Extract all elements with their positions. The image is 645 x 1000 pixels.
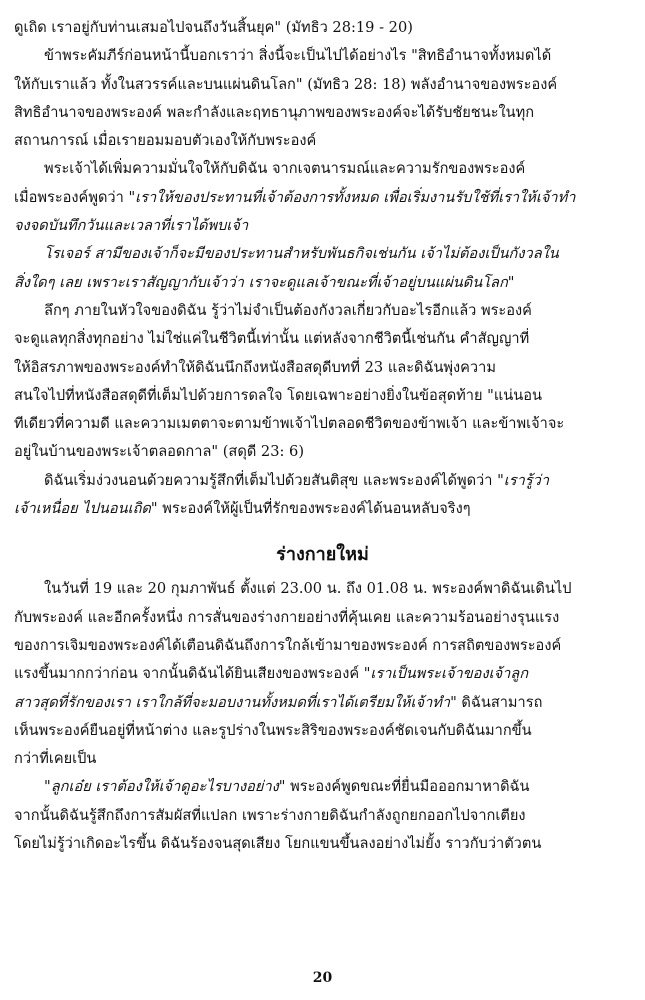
- paragraph: [14, 42, 631, 155]
- text-line: ดูเถิด เราอยู่กับท่านเสมอไปจนถึงวันสิ้นยุค" (มัทธิว 28:19 - 20): [14, 19, 413, 36]
- text-line: สิ่งใดๆ เลย เพราะเราสัญญากับเจ้าว่า เราจะดูแลเจ้าขณะที่เจ้าอยู่บนแผ่นดินโลก": [14, 273, 515, 291]
- narrative-text: เมื่อพระองค์พูดว่า: [14, 188, 129, 206]
- text-line: [14, 773, 631, 801]
- narrative-text: ดิฉันสามารถ: [456, 693, 543, 711]
- text-line: โดยไม่รู้ว่าเกิดอะไรขึ้น ดิฉันร้องจนสุดเสียง โยกแขนขึ้นลงอย่างไม่ยั้ง ราวกับว่าตัวตน: [14, 835, 542, 853]
- narrative-text: พระองค์พูดขณะที่ยื่นมือออกมาหาดิฉัน: [285, 778, 530, 796]
- quote-text: สาวสุดที่รักของเรา เราใกล้ที่จะมอบงานทั้งหมดที่เราได้เตรียมให้เจ้าทำ": [14, 693, 457, 711]
- paragraph: [14, 155, 631, 240]
- text-line: [14, 689, 631, 717]
- paragraph: [14, 240, 631, 297]
- paragraph: [14, 14, 631, 42]
- text-line: เห็นพระองค์ยืนอยู่ที่หน้าต่าง และรูปร่างในพระสิริของพระองค์ชัดเจนกับดิฉันมากขึ้น: [14, 721, 532, 739]
- text-line: จงจดบันทึกวันและเวลาที่เราได้พบเจ้า: [14, 217, 249, 235]
- body-text: [14, 14, 631, 523]
- quote-text: "เราเป็นพระเจ้าของเจ้าลูก: [363, 665, 529, 683]
- section-title: ร่างกายใหม่: [276, 544, 369, 566]
- text-line: จะดูแลทุกสิ่งทุกอย่าง ไม่ใช่แค่ในชีวิตนี้เท่านั้น แต่หลังจากชีวิตนี้เช่นกัน คำสัญญาที่: [14, 330, 530, 348]
- text-line: สถานการณ์ เมื่อเรายอมมอบตัวเองให้กับพระองค์: [14, 132, 317, 150]
- text-line: สนใจไปที่หนังสือสดุดีที่เต็มไปด้วยการดลใจ โดยเฉพาะอย่างยิ่งในข้อสุดท้าย "แน่นอน: [14, 386, 542, 404]
- quote-text: "เรารู้ว่า: [497, 471, 550, 489]
- paragraph: [14, 297, 631, 467]
- paragraph: [14, 773, 631, 858]
- narrative-text: ดิฉันเริ่มง่วงนอนด้วยความรู้สึกที่เต็มไปด้วยสันติสุข และพระองค์ได้พูดว่า: [44, 471, 498, 489]
- text-line: ลึกๆ ภายในหัวใจของดิฉัน รู้ว่าไม่จำเป็นต้องกังวลเกี่ยวกับอะไรอีกแล้ว พระองค์: [44, 301, 532, 319]
- quote-text: "ลูกเอ๋ย เราต้องให้เจ้าดูอะไรบางอย่าง": [44, 778, 286, 796]
- text-line: [14, 467, 631, 495]
- text-line: พระเจ้าได้เพิ่มความมั่นใจให้กับดิฉัน จากเจตนารมณ์และความรักของพระองค์: [44, 160, 526, 178]
- text-line: โรเจอร์ สามีของเจ้าก็จะมีของประทานสำหรับพันธกิจเช่นกัน เจ้าไม่ต้องเป็นกังวลใน: [44, 245, 559, 263]
- text-line: ข้าพระคัมภีร์ก่อนหน้านี้บอกเราว่า สิ่งนี้จะเป็นไปได้อย่างไร "สิทธิอำนาจทั้งหมดได้: [44, 47, 552, 65]
- text-line: ทีเดียวที่ความดี และความเมตตาจะตามข้าพเจ้าไปตลอดชีวิตของข้าพเจ้า และข้าพเจ้าจะ: [14, 415, 565, 433]
- page-number: 20: [312, 970, 333, 986]
- text-line: ให้อิสรภาพของพระองค์ทำให้ดิฉันนึกถึงหนังสือสดุดีบทที่ 23 และดิฉันพุ่งความ: [14, 358, 496, 376]
- narrative-text: แรงขึ้นมากกว่าก่อน จากนั้นดิฉันได้ยินเสียงของพระองค์: [14, 665, 364, 683]
- text-line: จากนั้นดิฉันรู้สึกถึงการสัมผัสที่แปลก เพราะร่างกายดิฉันกำลังถูกยกออกไปจากเตียง: [14, 806, 526, 824]
- text-line: อยู่ในบ้านของพระเจ้าตลอดกาล" (สดุดี 23: 6): [14, 443, 305, 461]
- text-line: [14, 660, 631, 688]
- quote-text: เจ้าเหนื่อย ไปนอนเถิด": [14, 500, 158, 518]
- text-line: ให้กับเราแล้ว ทั้งในสวรรค์และบนแผ่นดินโลก" (มัทธิว 28: 18) พลังอำนาจของพระองค์: [14, 75, 558, 93]
- text-line: [14, 495, 631, 523]
- section-text: [14, 575, 631, 858]
- text-line: กับพระองค์ และอีกครั้งหนึ่ง การสั่นของร่างกายอย่างที่คุ้นเคย และความร้อนอย่างรุนแรง: [14, 608, 560, 626]
- text-line: [14, 184, 631, 212]
- text-line: ของการเจิมของพระองค์ได้เตือนดิฉันถึงการใกล้เข้ามาของพระองค์ การสถิตของพระองค์: [14, 636, 562, 654]
- text-line: ในวันที่ 19 และ 20 กุมภาพันธ์ ตั้งแต่ 23.00 น. ถึง 01.08 น. พระองค์พาดิฉันเดินไป: [44, 580, 572, 598]
- text-line: กว่าที่เคยเป็น: [14, 750, 97, 768]
- paragraph: [14, 467, 631, 524]
- quote-text: "เราให้ของประทานที่เจ้าต้องการทั้งหมด เพื่อเริ่มงานรับใช้ที่เราให้เจ้าทำ: [128, 188, 576, 206]
- paragraph: [14, 575, 631, 773]
- narrative-text: พระองค์ให้ผู้เป็นที่รักของพระองค์ได้นอนหลับจริงๆ: [157, 500, 471, 518]
- text-line: สิทธิอำนาจของพระองค์ พละกำลังและฤทธานุภาพของพระองค์จะได้รับชัยชนะในทุก: [14, 103, 535, 121]
